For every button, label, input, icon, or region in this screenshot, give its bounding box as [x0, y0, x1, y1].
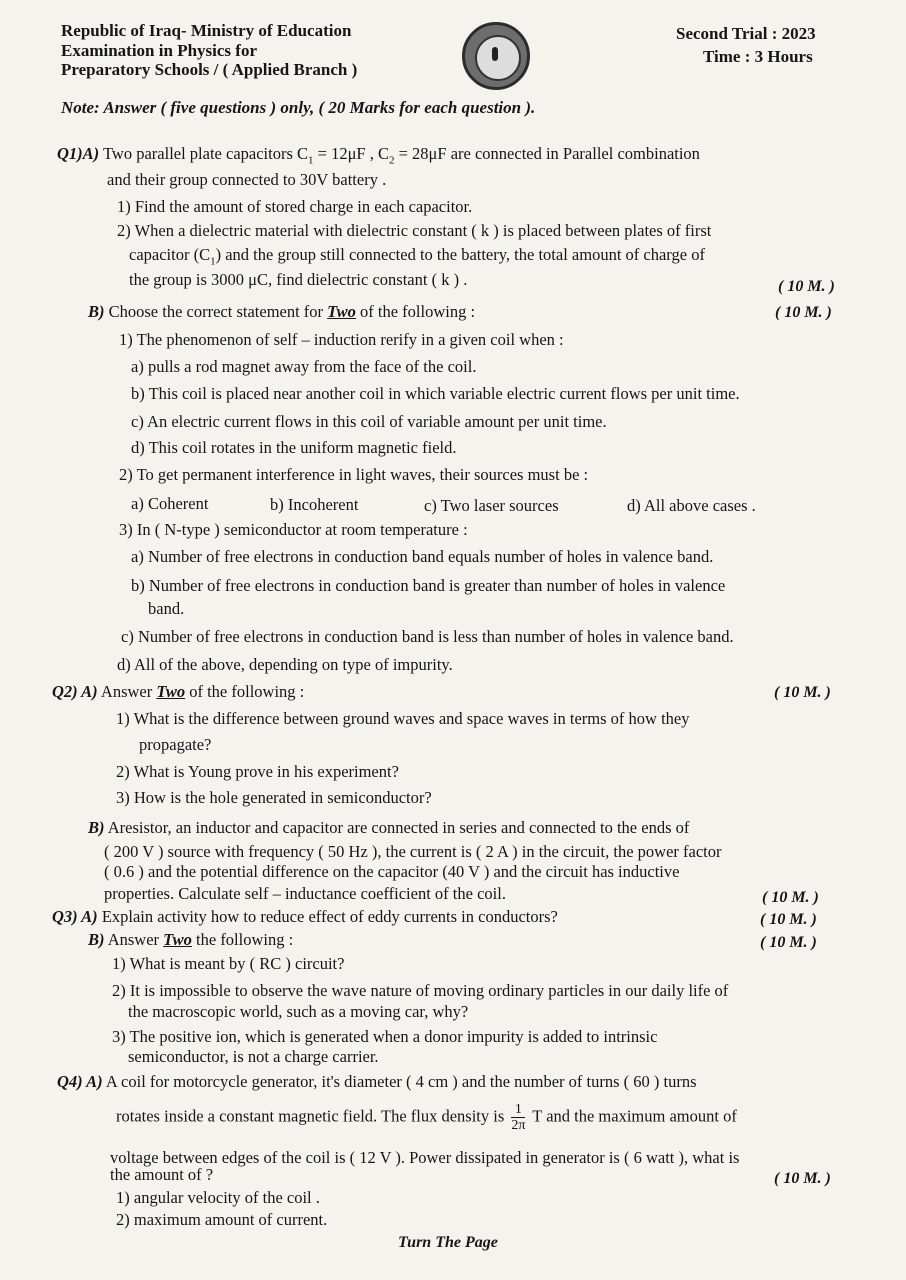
header-trial: Second Trial : 2023	[676, 24, 816, 43]
q3-b-line: B) Answer Two the following :	[88, 930, 294, 949]
q4-a-line2: rotates inside a constant magnetic field. The flux density is $\frac{1}{2\pi}$ T and the maximum amount of	[116, 1102, 737, 1133]
q2-a-item2: 2) What is Young prove in his experiment?	[116, 762, 399, 781]
q1-a-line2: and their group connected to 30V battery .	[107, 170, 387, 189]
q1-b-item1: 1) The phenomenon of self – induction rerify in a given coil when :	[119, 330, 564, 349]
header-ministry: Republic of Iraq- Ministry of Education	[61, 21, 352, 40]
q3-a-marks: ( 10 M. )	[760, 911, 817, 928]
q1-b-item2-b: b) Incoherent	[270, 495, 359, 514]
q1-a-item1: 1) Find the amount of stored charge in each capacitor.	[117, 197, 473, 216]
q3-b-item3-line2: semiconductor, is not a charge carrier.	[128, 1047, 379, 1066]
q1-a-marks: ( 10 M. )	[778, 278, 835, 295]
q1-b-item1-d: d) This coil rotates in the uniform magnetic field.	[131, 438, 457, 457]
q1-b-item3-b-line1: b) Number of free electrons in conduction band is greater than number of holes in valence	[131, 576, 726, 595]
header-branch: Preparatory Schools / ( Applied Branch )	[61, 60, 358, 79]
q4-item2: 2) maximum amount of current.	[116, 1210, 328, 1229]
q1-b-item2: 2) To get permanent interference in light waves, their sources must be :	[119, 465, 589, 484]
q4-marks: ( 10 M. )	[774, 1170, 831, 1187]
q2-b-line4: properties. Calculate self – inductance coefficient of the coil.	[104, 884, 506, 903]
q2-a-line: Q2) A) Answer Two of the following :	[52, 682, 305, 701]
flux-fraction: $\frac{1}{2\pi}$	[511, 1102, 526, 1133]
q1-b-item1-a: a) pulls a rod magnet away from the face of the coil.	[131, 357, 477, 376]
q3-a-line: Q3) A) Explain activity how to reduce effect of eddy currents in conductors?	[52, 907, 558, 926]
q4-a-line1: Q4) A) A coil for motorcycle generator, it's diameter ( 4 cm ) and the number of turns ( 60 ) turns	[57, 1072, 697, 1091]
q1-a-line1: Q1)A) Two parallel plate capacitors $C_1 = 12\mu F$ , $C_2 = 28\mu F$ are connected in Parallel combination	[57, 144, 700, 167]
header-exam-title: Examination in Physics for	[61, 41, 257, 60]
q1-a-item2-line1: 2) When a dielectric material with dielectric constant ( k ) is placed between plates of first	[117, 221, 712, 240]
q2-b-line3: ( 0.6 ) and the potential difference on the capacitor (40 V ) and the circuit has inductive	[104, 862, 680, 881]
q2-b-marks: ( 10 M. )	[762, 889, 819, 906]
q1-a-item2-line3: the group is 3000 μC, find dielectric constant ( k ) .	[129, 270, 468, 289]
ministry-seal-logo	[462, 22, 530, 90]
q1-b-item1-b: b) This coil is placed near another coil in which variable electric current flows per unit time.	[131, 384, 740, 403]
q4-a-line3: voltage between edges of the coil is ( 12 V ). Power dissipated in generator is ( 6 watt ), what is	[110, 1148, 740, 1167]
q1-b-item2-a: a) Coherent	[131, 494, 209, 513]
q2-a-marks: ( 10 M. )	[774, 684, 831, 701]
header-time: Time : 3 Hours	[703, 47, 813, 66]
q4-item1: 1) angular velocity of the coil .	[116, 1188, 320, 1207]
q1-b-item3-d: d) All of the above, depending on type of impurity.	[117, 655, 453, 674]
note: Note: Answer ( five questions ) only, ( 20 Marks for each question ).	[61, 98, 536, 117]
q2-a-item1-line1: 1) What is the difference between ground waves and space waves in terms of how they	[116, 709, 690, 728]
q3-b-item1: 1) What is meant by ( RC ) circuit?	[112, 954, 345, 973]
q1-b-item2-d: d) All above cases .	[627, 496, 756, 515]
q3-b-item2-line2: the macroscopic world, such as a moving car, why?	[128, 1002, 469, 1021]
q2-a-item3: 3) How is the hole generated in semiconductor?	[116, 788, 432, 807]
q1-b-item3-b-line2: band.	[148, 599, 185, 618]
q3-b-item2-line1: 2) It is impossible to observe the wave nature of moving ordinary particles in our daily life of	[112, 981, 729, 1000]
q3-b-marks: ( 10 M. )	[760, 934, 817, 951]
c2-symbol: $C_2 = 28\mu F$	[377, 144, 447, 167]
q1-label: Q1)A)	[57, 144, 100, 163]
q1-b-item2-c: c) Two laser sources	[424, 496, 559, 515]
q2-a-item1-line2: propagate?	[139, 735, 212, 754]
q1-b-item3-a: a) Number of free electrons in conduction band equals number of holes in valence band.	[131, 547, 714, 566]
q4-a-line4: the amount of ?	[110, 1165, 214, 1184]
q2-b-line2: ( 200 V ) source with frequency ( 50 Hz ), the current is ( 2 A ) in the circuit, the power factor	[104, 842, 722, 861]
q1-b-item3-c: c) Number of free electrons in conduction band is less than number of holes in valence band.	[121, 627, 734, 646]
q1-b-item1-c: c) An electric current flows in this coil of variable amount per unit time.	[131, 412, 607, 431]
c1-symbol: $C_1 = 12\mu F$ ,	[297, 144, 374, 167]
q2-b-line1: B) Aresistor, an inductor and capacitor are connected in series and connected to the ends of	[88, 818, 690, 837]
turn-page-footer: Turn The Page	[398, 1234, 498, 1251]
q1-a-item2-line2: capacitor $(C_1)$ and the group still connected to the battery, the total amount of charge of	[129, 245, 705, 268]
q1-b-marks: ( 10 M. )	[775, 304, 832, 321]
q1-b-line: B) Choose the correct statement for Two of the following :	[88, 302, 476, 321]
q3-b-item3-line1: 3) The positive ion, which is generated when a donor impurity is added to intrinsic	[112, 1027, 658, 1046]
q1-b-item3: 3) In ( N-type ) semiconductor at room temperature :	[119, 520, 468, 539]
